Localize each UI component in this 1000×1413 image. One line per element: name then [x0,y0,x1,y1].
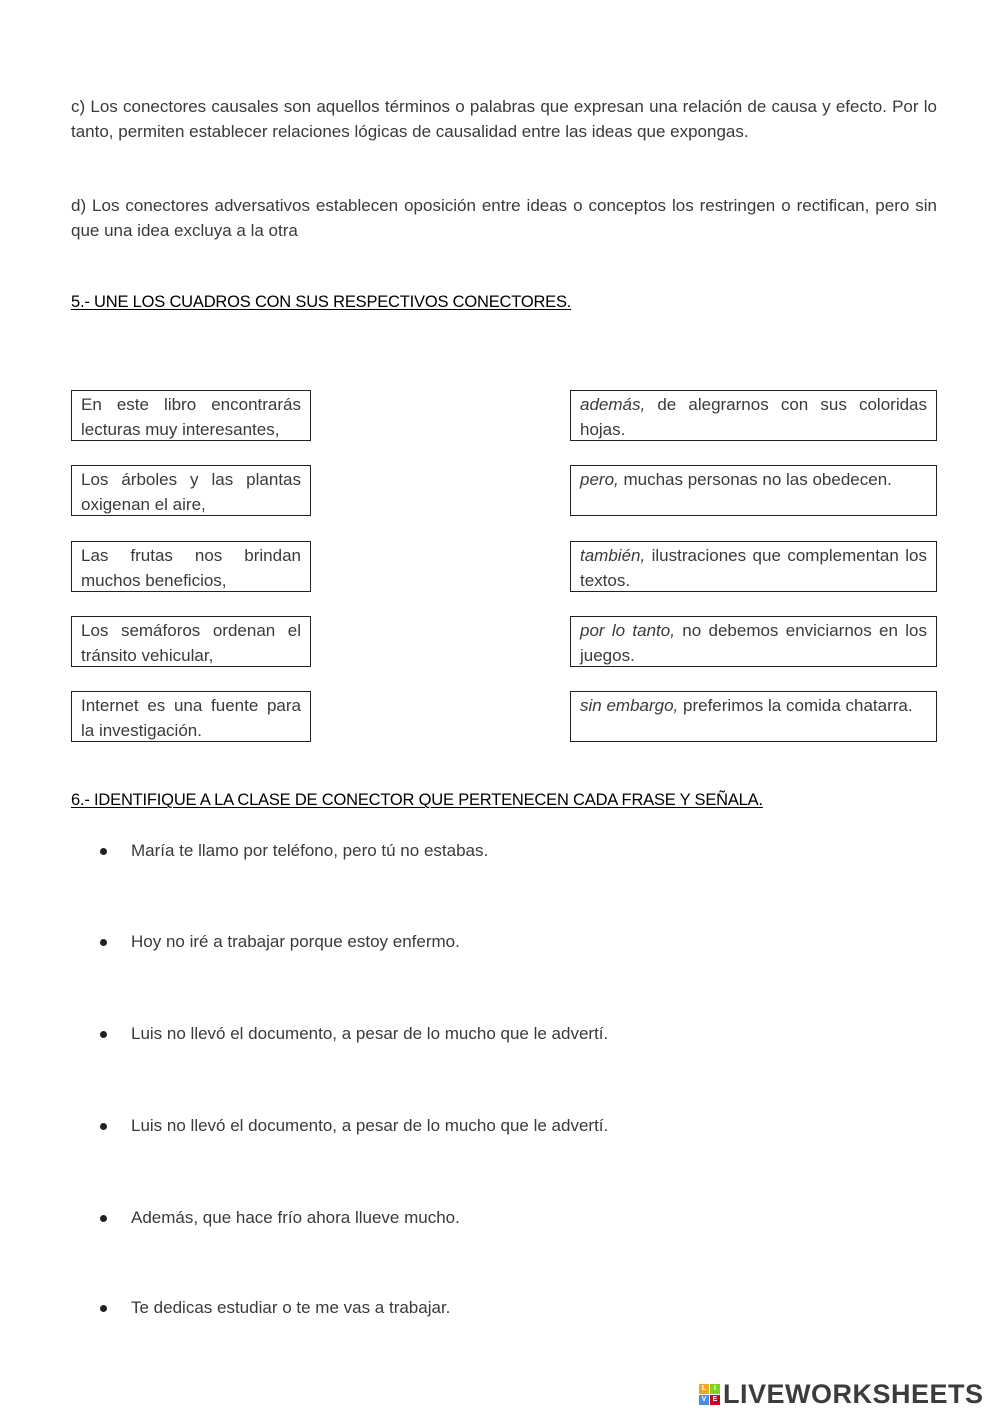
left-box-1[interactable]: En este libro encontrarás lecturas muy interesantes, [71,390,311,441]
paragraph-c: c) Los conectores causales son aquellos términos o palabras que expresan una relación de causa y efecto. Por lo tanto, permiten establecer relaciones lógicas de causalidad entre las ideas que expongas. [71,97,937,141]
box-text: de alegrarnos con sus coloridas hojas. [580,395,927,439]
list-item-text: Te dedicas estudiar o te me vas a trabajar. [131,1298,451,1317]
section5-title: 5.- UNE LOS CUADROS CON SUS RESPECTIVOS CONECTORES. [71,293,572,311]
box-text: ilustraciones que complementan los textos. [580,546,927,590]
logo-letter: E [710,1395,720,1405]
list-item-text: María te llamo por teléfono, pero tú no estabas. [131,841,489,860]
left-box-4[interactable]: Los semáforos ordenan el tránsito vehicular, [71,616,311,667]
section6-title: 6.- IDENTIFIQUE A LA CLASE DE CONECTOR QUE PERTENECEN CADA FRASE Y SEÑALA. [71,791,763,809]
left-box-5[interactable]: Internet es una fuente para la investigación. [71,691,311,742]
bullet-icon [100,1123,107,1130]
box-text: preferimos la comida chatarra. [678,696,913,715]
paragraph-d: d) Los conectores adversativos establecen oposición entre ideas o conceptos los restringen o rectifican, pero sin que una idea excluya a la otra [71,196,937,240]
left-box-2[interactable]: Los árboles y las plantas oxigenan el aire, [71,465,311,516]
connector-text: además, [580,395,646,414]
connector-text: también, [580,546,646,565]
bullet-icon [100,939,107,946]
logo-letter: I [710,1384,720,1394]
box-text: no debemos enviciarnos en los juegos. [580,621,928,665]
bullet-icon [100,1305,107,1312]
right-box-3[interactable] [570,541,937,592]
logo-mark-icon [699,1384,720,1405]
list-item-text: Luis no llevó el documento, a pesar de lo mucho que le advertí. [131,1024,609,1043]
list-item-text: Luis no llevó el documento, a pesar de lo mucho que le advertí. [131,1116,609,1135]
right-box-5[interactable] [570,691,937,742]
left-box-3[interactable]: Las frutas nos brindan muchos beneficios, [71,541,311,592]
bullet-icon [100,1215,107,1222]
logo-text: LIVEWORKSHEETS [723,1378,984,1409]
liveworksheets-logo [699,1379,984,1409]
logo-letter: V [699,1395,709,1405]
right-box-4[interactable] [570,616,937,667]
right-box-2[interactable] [570,465,937,516]
right-box-1[interactable] [570,390,937,441]
list-item-text: Además, que hace frío ahora llueve mucho. [131,1208,460,1227]
bullet-icon [100,1031,107,1038]
connector-text: por lo tanto, [580,621,675,640]
bullet-icon [100,848,107,855]
box-text: muchas personas no las obedecen. [618,470,892,489]
logo-letter: L [699,1384,709,1394]
connector-text: pero, [580,470,619,489]
list-item-text: Hoy no iré a trabajar porque estoy enfermo. [131,932,460,951]
connector-text: sin embargo, [580,696,679,715]
